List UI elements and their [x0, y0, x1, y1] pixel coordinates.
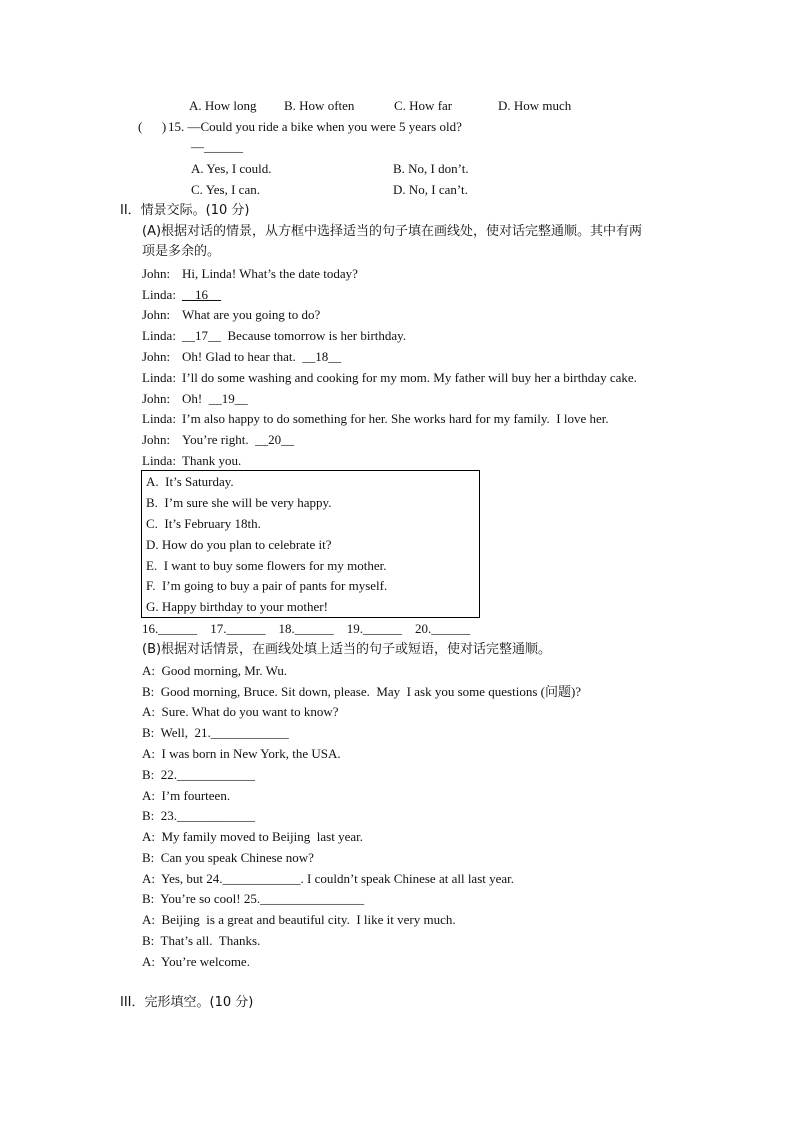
- dialogue-a-speaker: Linda:: [142, 453, 176, 468]
- box-option-d: D. How do you plan to celebrate it?: [146, 537, 332, 552]
- q15-option-d: D. No, I can’t.: [393, 182, 468, 197]
- section-2-heading: II．情景交际。(10 分): [120, 203, 250, 218]
- box-option-a: A. It’s Saturday.: [146, 474, 234, 489]
- dialogue-a-speaker: John:: [142, 349, 171, 364]
- dialogue-b-line: A: I was born in New York, the USA.: [142, 746, 341, 761]
- q15-option-b: B. No, I don’t.: [393, 161, 469, 176]
- dialogue-b-line: A: Sure. What do you want to know?: [142, 704, 339, 719]
- dialogue-a-blank-16: __16__: [182, 287, 221, 302]
- dialogue-b-line: A: Beijing is a great and beautiful city. I like it very much.: [142, 912, 456, 927]
- dialogue-a-line: I’m also happy to do something for her. She works hard for my family. I love her.: [182, 411, 609, 426]
- dialogue-b-line: A: I’m fourteen.: [142, 788, 231, 803]
- dialogue-a-line-with-blank-17: __17__ Because tomorrow is her birthday.: [182, 328, 407, 343]
- part-a-instruction-line2: 项是多余的。: [142, 244, 221, 259]
- dialogue-a-speaker: John:: [142, 266, 171, 281]
- box-option-f: F. I’m going to buy a pair of pants for myself.: [146, 578, 388, 593]
- dialogue-a-speaker: Linda:: [142, 328, 176, 343]
- q15-option-c: C. Yes, I can.: [191, 182, 260, 197]
- dialogue-a-speaker: John:: [142, 307, 171, 322]
- dialogue-a-line: I’ll do some washing and cooking for my mom. My father will buy her a birthday cake.: [182, 370, 637, 385]
- part-b-instruction: (B)根据对话情景，在画线处填上适当的句子或短语，使对话完整通顺。: [142, 642, 552, 657]
- q15-stem: 15. —Could you ride a bike when you were 5 years old?: [168, 119, 462, 134]
- dialogue-b-line: B: That’s all. Thanks.: [142, 933, 261, 948]
- dialogue-a-speaker: John:: [142, 432, 171, 447]
- dialogue-b-line: A: You’re welcome.: [142, 954, 250, 969]
- dialogue-a-line-with-blank-20: You’re right. __20__: [182, 432, 295, 447]
- dialogue-a-line: Thank you.: [182, 453, 242, 468]
- answer-blanks-16-20: 16.______ 17.______ 18.______ 19.______ 20.______: [142, 621, 471, 636]
- dialogue-b-line: A: My family moved to Beijing last year.: [142, 829, 363, 844]
- dialogue-b-line: A: Good morning, Mr. Wu.: [142, 663, 288, 678]
- box-option-c: C. It’s February 18th.: [146, 516, 261, 531]
- dialogue-a-line: What are you going to do?: [182, 307, 321, 322]
- q14-option-c: C. How far: [394, 98, 453, 113]
- dialogue-a-line-with-blank-18: Oh! Glad to hear that. __18__: [182, 349, 342, 364]
- dialogue-b-blank-21: B: Well, 21.____________: [142, 725, 289, 740]
- q15-reply-blank: —______: [191, 139, 243, 154]
- dialogue-a-speaker: John:: [142, 391, 171, 406]
- dialogue-b-blank-24: A: Yes, but 24.____________. I couldn’t speak Chinese at all last year.: [142, 871, 515, 886]
- dialogue-a-line-with-blank-19: Oh! __19__: [182, 391, 248, 406]
- dialogue-a-line: Hi, Linda! What’s the date today?: [182, 266, 358, 281]
- section-3-heading: III．完形填空。(10 分): [120, 995, 254, 1010]
- q14-option-d: D. How much: [498, 98, 572, 113]
- dialogue-b-blank-23: B: 23.____________: [142, 808, 256, 823]
- part-a-instruction-line1: (A)根据对话的情景，从方框中选择适当的句子填在画线处，使对话完整通顺。其中有两: [142, 224, 643, 239]
- dialogue-b-blank-25: B: You’re so cool! 25.________________: [142, 891, 365, 906]
- dialogue-b-line: B: Good morning, Bruce. Sit down, please. May I ask you some questions (问题)?: [142, 684, 582, 699]
- q15-option-a: A. Yes, I could.: [191, 161, 272, 176]
- dialogue-a-speaker: Linda:: [142, 411, 176, 426]
- dialogue-b-blank-22: B: 22.____________: [142, 767, 256, 782]
- q15-answer-paren[interactable]: ( ): [138, 119, 167, 134]
- dialogue-b-line: B: Can you speak Chinese now?: [142, 850, 314, 865]
- dialogue-a-speaker: Linda:: [142, 287, 176, 302]
- dialogue-a-speaker: Linda:: [142, 370, 176, 385]
- q14-option-b: B. How often: [284, 98, 355, 113]
- box-option-e: E. I want to buy some flowers for my mother.: [146, 558, 387, 573]
- box-option-b: B. I’m sure she will be very happy.: [146, 495, 332, 510]
- q14-option-a: A. How long: [189, 98, 257, 113]
- box-option-g: G. Happy birthday to your mother!: [146, 599, 328, 614]
